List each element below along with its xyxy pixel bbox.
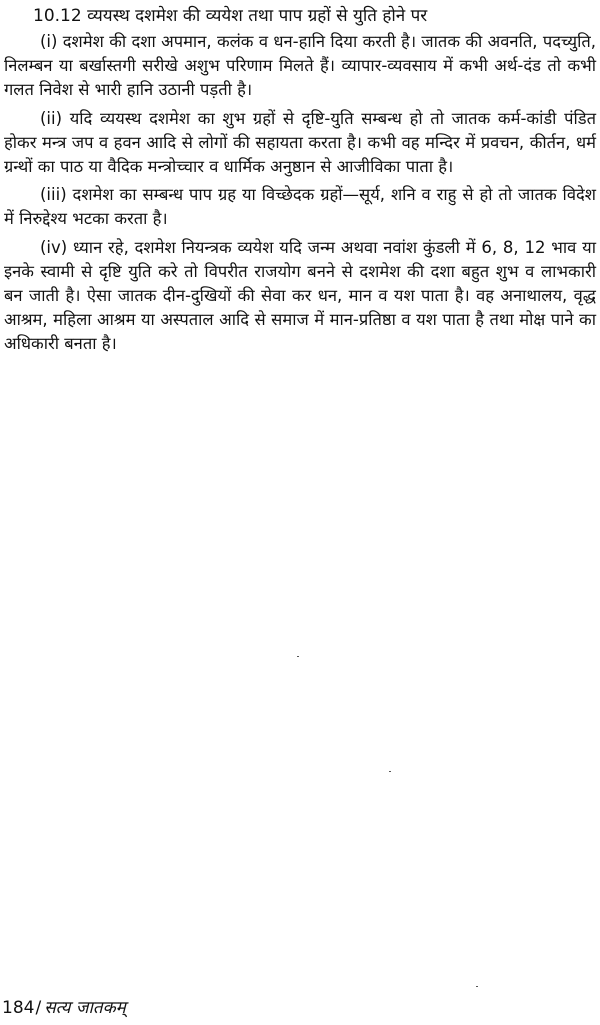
scan-speck [389,771,391,772]
body-text [4,30,596,361]
scan-speck [476,986,478,987]
page-footer [2,996,126,1020]
paragraph-iv: (iv) ध्यान रहे, दशमेश नियन्त्रक व्ययेश यदि जन्म अथवा नवांश कुंडली में 6, 8, 12 भाव या इनके स्वामी से दृष्टि युति करे तो विपरीत राजयोग बनने से दशमेश की दशा बहुत शुभ व लाभकारी बन जाती है। ऐसा जातक दीन-दुखियों की सेवा कर धन, मान व यश पाता है। वह अनाथालय, वृद्ध आश्रम, महिला आश्रम या अस्पताल आदि से समाज में मान-प्रतिष्ठा व यश पाता है तथा मोक्ष पाने का अधिकारी बनता है। [4,237,596,354]
paragraph-ii: (ii) यदि व्ययस्थ दशमेश का शुभ ग्रहों से दृष्टि-युति सम्बन्ध हो तो जातक कर्म-कांडी पंडित होकर मन्त्र जप व हवन आदि से लोगों की सहायता करता है। कभी वह मन्दिर में प्रवचन, कीर्तन, धर्म ग्रन्थों का पाठ या वैदिक मन्त्रोच्चार व धार्मिक अनुष्ठान से आजीविका पाता है। [4,108,596,177]
paragraph-i: (i) दशमेश की दशा अपमान, कलंक व धन-हानि दिया करती है। जातक की अवनति, पदच्युति, निलम्बन या बर्खास्तगी सरीखे अशुभ परिणाम मिलते हैं। व्यापार-व्यवसाय में कभी अर्थ-दंड तो कभी गलत निवेश से भारी हानि उठानी पड़ती है। [4,32,596,100]
page-number: 184 [2,998,35,1018]
paragraph-iii: (iii) दशमेश का सम्बन्ध पाप ग्रह या विच्छेदक ग्रहों—सूर्य, शनि व राहु से हो तो जातक विदेश में निरुद्देश्य भटका करता है। [4,185,596,229]
footer-separator: / [35,998,42,1018]
book-title: सत्य जातकम् [44,998,126,1018]
section-heading: 10.12 व्ययस्थ दशमेश की व्ययेश तथा पाप ग्रहों से युति होने पर [33,6,428,26]
scan-speck [297,656,299,657]
